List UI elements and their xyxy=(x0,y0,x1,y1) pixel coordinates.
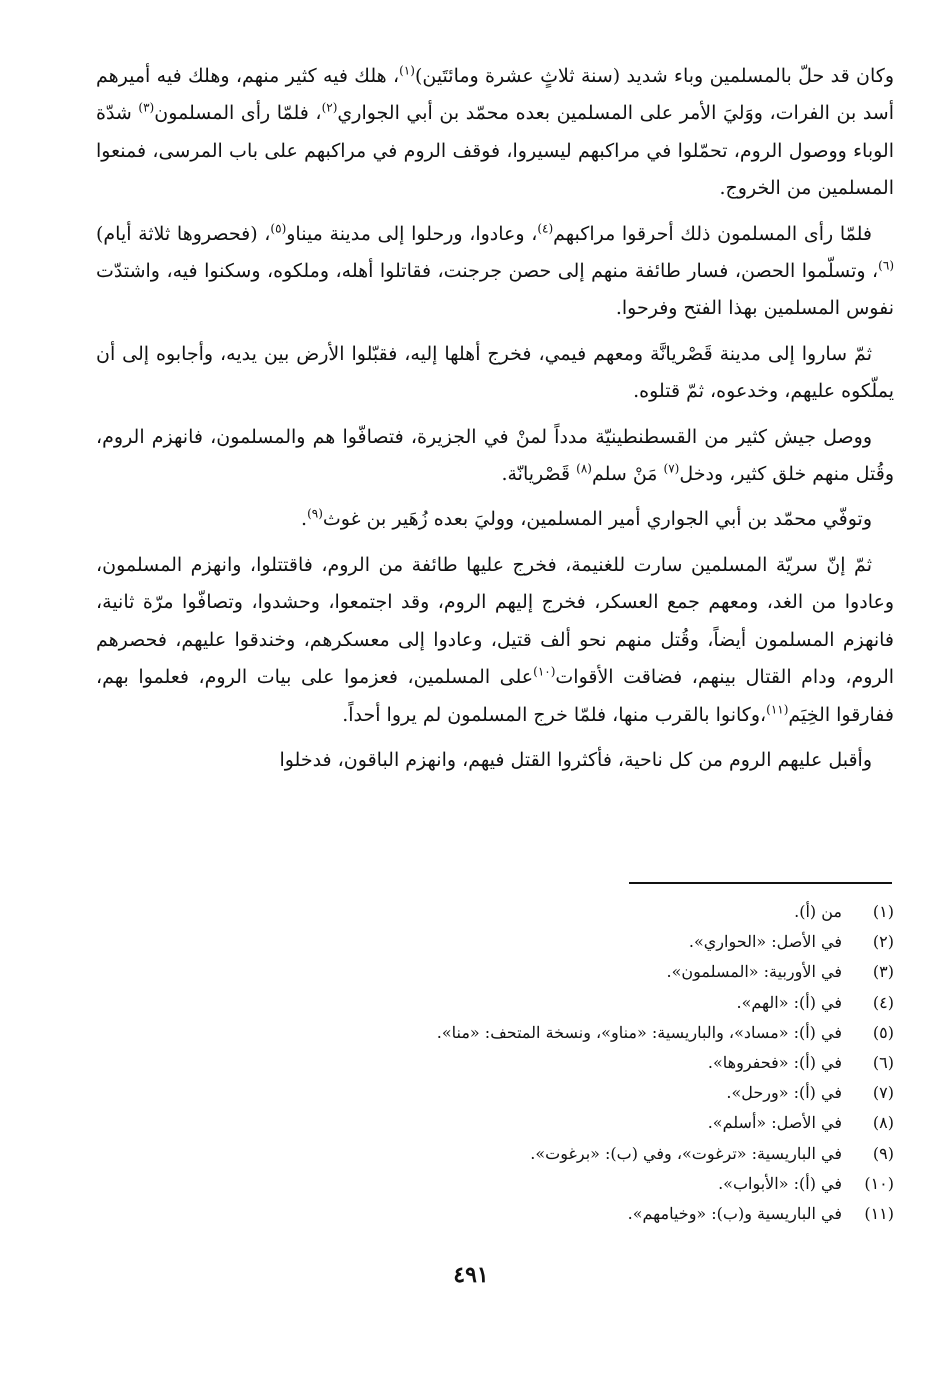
text-run: ، وتسلّموا الحصن، فسار طائفة منهم إلى حصن جرجنت، فقاتلوا أهله، وملكوه، وسكنوا فيه، واشتدّت نفوس المسلمين بهذا الفتح وفرحوا. xyxy=(96,260,894,320)
footnotes xyxy=(134,897,894,1229)
text-run: ثمّ ساروا إلى مدينة قَصْريانَّة ومعهم فيمي، فخرج أهلها إليه، فقبّلوا الأرض بين يديه، وأجابوه إلى أن يملّكوه عليهم، وخدعوه، ثمّ قتلوه. xyxy=(96,342,894,403)
footnote-number: (١) xyxy=(872,902,894,921)
footnote-ref: (٨) xyxy=(576,461,592,476)
footnote-number: (٢) xyxy=(872,932,894,952)
footnote-ref: (٧) xyxy=(663,461,680,476)
paragraph-4 xyxy=(96,419,894,494)
footnote-item xyxy=(134,1169,894,1199)
text-run: ، وعادوا، ورحلوا إلى مدينة ميناو xyxy=(286,222,538,245)
paragraph-6 xyxy=(96,547,894,734)
footnote-ref: (٦) xyxy=(878,258,894,273)
paragraph-3 xyxy=(96,336,894,411)
text-run: ، (فحصروها ثلاثة أيام) xyxy=(96,222,271,245)
footnote-text: في (أ): «فحفروها». xyxy=(707,1053,842,1073)
footnote-ref: (٥) xyxy=(270,221,287,236)
footnote-item xyxy=(134,1018,894,1048)
footnote-text: في الأصل: «أسلم». xyxy=(707,1113,842,1133)
text-run: . xyxy=(301,508,308,531)
footnote-item xyxy=(134,988,894,1018)
text-run: وكان قد حلّ بالمسلمين وباء شديد (سنة ثلاثٍ عشرة ومائتَين) xyxy=(414,65,895,87)
footnote-text: في الأصل: «الحواري». xyxy=(688,932,842,952)
text-run: ، هلك فيه كثير منهم، وهلك فيه أميرهم أسد بن الفرات، ووَليَ الأمر على المسلمين بعده محمّد بن أبي الجواري xyxy=(96,65,894,125)
footnote-ref: (١) xyxy=(399,63,415,78)
main-text xyxy=(96,58,894,779)
text-run: وأقبل عليهم الروم من كل ناحية، فأكثروا القتل فيهم، وانهزم الباقون، فدخلوا xyxy=(279,748,872,771)
text-run: على المسلمين، فعزموا على بيات الروم، فعلموا بهم، ففارقوا الخِيَم xyxy=(96,666,894,726)
paragraph-5 xyxy=(96,501,894,538)
text-run: قَصْريانّة. xyxy=(501,463,577,486)
footnote-item xyxy=(134,1139,894,1169)
text-run: مَنْ سلم xyxy=(591,463,664,486)
footnote-text: في الباريسية: «ترغوت»، وفي (ب): «برغوت». xyxy=(530,1143,842,1163)
paragraph-7 xyxy=(96,742,894,779)
footnote-ref: (١١) xyxy=(766,702,789,717)
footnote-number: (٩) xyxy=(872,1143,894,1163)
footnote-number: (١٠) xyxy=(864,1173,894,1193)
footnote-ref: (٢) xyxy=(321,101,338,116)
footnote-item xyxy=(134,897,894,927)
footnote-item xyxy=(134,1078,894,1108)
text-run: وتوفّي محمّد بن أبي الجواري أمير المسلمين، ووليَ بعده زُهَير بن غوث xyxy=(322,508,872,531)
text-run: ،وكانوا بالقرب منها، فلمّا خرج المسلمون لم يروا أحداً. xyxy=(342,703,767,726)
footnote-text: في الباريسية و(ب): «وخيامهم». xyxy=(627,1204,842,1224)
footnote-number: (٦) xyxy=(872,1053,894,1073)
footnote-number: (٨) xyxy=(872,1113,894,1133)
footnote-text: في الأوربية: «المسلمون». xyxy=(666,962,842,982)
text-run: فلمّا رأى المسلمون ذلك أحرقوا مراكبهم xyxy=(553,222,872,245)
footnote-number: (٥) xyxy=(872,1022,894,1042)
footnote-number: (١١) xyxy=(864,1204,894,1224)
footnote-ref: (٤) xyxy=(537,221,554,236)
footnote-item xyxy=(134,1199,894,1229)
footnote-text: من (أ). xyxy=(794,902,842,921)
footnote-text: في (أ): «مساد»، والباريسية: «مناو»، ونسخة المتحف: «منا». xyxy=(436,1022,842,1042)
footnote-item xyxy=(134,927,894,957)
text-run: ، فلمّا رأى المسلمون xyxy=(154,102,322,125)
paragraph-1 xyxy=(96,58,894,208)
footnote-ref: (٣) xyxy=(138,101,155,116)
footnote-item xyxy=(134,1108,894,1138)
footnote-number: (٤) xyxy=(872,992,894,1012)
footnote-number: (٧) xyxy=(872,1083,894,1103)
footnote-divider xyxy=(629,882,892,884)
footnote-text: في (أ): «ورحل». xyxy=(726,1083,842,1103)
text-run: ثمّ إنّ سريّة المسلمين سارت للغنيمة، فخرج عليها طائفة من الروم، فاقتتلوا، وانهزم المسلمون، وعادوا من الغد، ومعهم جمع العسكر، فخرج إليهم الروم، وقد اجتمعوا، وحشدوا، وتصافّوا مرّة ثانية، فانهزم المسلمون أيضاً، وقُتل منهم نحو ألف قتيل، وعادوا إلى معسكرهم، وخندقوا عليهم، فحصرهم الروم، ودام القتال بينهم، فضاقت الأقوات xyxy=(96,553,895,689)
page-number: ٤٩١ xyxy=(453,1262,489,1288)
footnote-item xyxy=(134,1048,894,1078)
footnote-text: في (أ): «الهم». xyxy=(736,992,842,1012)
footnote-ref: (٩) xyxy=(307,507,323,522)
paragraph-2 xyxy=(96,216,894,328)
footnote-item xyxy=(134,957,894,987)
text-run: ووصل جيش كثير من القسطنطينيّة مدداً لمنْ في الجزيرة، فتصافّوا هم والمسلمون، فانهزم الروم، وقُتل منهم خلق كثير، ودخل xyxy=(96,425,894,486)
footnote-number: (٣) xyxy=(872,962,894,982)
footnote-ref: (١٠) xyxy=(533,664,556,679)
footnote-text: في (أ): «الأبواب». xyxy=(718,1173,842,1193)
text-run: شدّة الوباء ووصول الروم، تحمّلوا في مراكبهم ليسيروا، فوقف الروم في مراكبهم على باب المرسى، فمنعوا المسلمين من الخروج. xyxy=(96,102,894,200)
